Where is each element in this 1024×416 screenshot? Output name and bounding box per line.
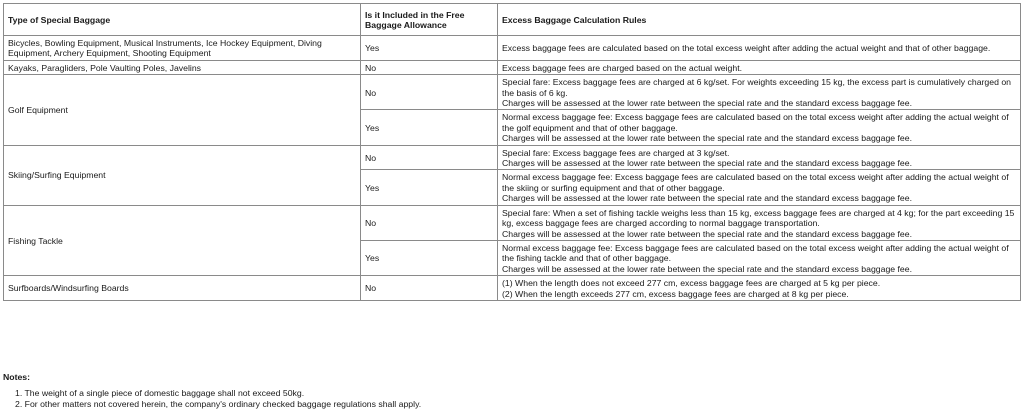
rule-line: Charges will be assessed at the lower rate between the special rate and the standard excess baggage fee. bbox=[502, 263, 913, 274]
baggage-type-cell: Golf Equipment bbox=[4, 75, 361, 145]
baggage-type-cell: Surfboards/Windsurfing Boards bbox=[4, 276, 361, 301]
table-row bbox=[4, 276, 1021, 301]
included-cell: Yes bbox=[361, 170, 498, 205]
included-cell: Yes bbox=[361, 110, 498, 145]
rules-cell bbox=[498, 145, 1021, 170]
notes-list bbox=[3, 388, 1020, 409]
baggage-type-cell: Skiing/Surfing Equipment bbox=[4, 145, 361, 205]
rule-line: Charges will be assessed at the lower rate between the special rate and the standard excess baggage fee. bbox=[502, 228, 913, 239]
rules-cell bbox=[498, 205, 1021, 240]
table-body bbox=[4, 36, 1021, 301]
notes-title: Notes: bbox=[3, 372, 31, 382]
rule-line: Special fare: Excess baggage fees are charged at 3 kg/set. bbox=[502, 147, 730, 158]
rule-line: Charges will be assessed at the lower rate between the special rate and the standard excess baggage fee. bbox=[502, 193, 913, 204]
note-item: 1. The weight of a single piece of domestic baggage shall not exceed 50kg. bbox=[15, 388, 305, 399]
included-cell: Yes bbox=[361, 36, 498, 61]
rule-line: (1) When the length does not exceed 277 cm, excess baggage fees are charged at 5 kg per piece. bbox=[502, 278, 881, 289]
rule-line: Normal excess baggage fee: Excess baggage fees are calculated based on the total excess weight after adding the actual weight of the fishing tackle and that of other baggage. bbox=[502, 242, 1009, 264]
rule-line: Excess baggage fees are charged based on the actual weight. bbox=[502, 62, 743, 73]
included-cell: No bbox=[361, 205, 498, 240]
table-row bbox=[4, 36, 1021, 61]
notes-section bbox=[3, 372, 1020, 409]
table-row bbox=[4, 75, 1021, 110]
included-cell: Yes bbox=[361, 240, 498, 275]
rules-cell bbox=[498, 75, 1021, 110]
note-item: 2. For other matters not covered herein, the company's ordinary checked baggage regulations shall apply. bbox=[15, 398, 422, 409]
rule-line: Charges will be assessed at the lower rate between the special rate and the standard excess baggage fee. bbox=[502, 133, 913, 144]
header-type: Type of Special Baggage bbox=[4, 4, 361, 36]
header-included: Is it Included in the Free Baggage Allowance bbox=[361, 4, 498, 36]
rules-cell bbox=[498, 36, 1021, 61]
rules-cell bbox=[498, 276, 1021, 301]
rule-line: Normal excess baggage fee: Excess baggage fees are calculated based on the total excess weight after adding the actual weight of the golf equipment and that of other baggage. bbox=[502, 112, 1009, 133]
rule-line: Excess baggage fees are calculated based on the total excess weight after adding the actual weight and that of other baggage. bbox=[502, 43, 991, 54]
rule-line: Normal excess baggage fee: Excess baggage fees are calculated based on the total excess weight after adding the actual weight of the skiing or surfing equipment and that of other baggage. bbox=[502, 172, 1009, 193]
rules-cell bbox=[498, 240, 1021, 275]
special-baggage-table bbox=[3, 3, 1021, 301]
rule-line: Charges will be assessed at the lower rate between the special rate and the standard excess baggage fee. bbox=[502, 158, 913, 169]
rule-line: Special fare: When a set of fishing tackle weighs less than 15 kg, excess baggage fees are charged at 4 kg; for the part exceeding 15 kg, excess baggage fees are charged according to normal baggage transportation. bbox=[502, 207, 1015, 229]
baggage-type-cell: Fishing Tackle bbox=[4, 205, 361, 275]
rules-cell bbox=[498, 110, 1021, 145]
baggage-type-cell: Bicycles, Bowling Equipment, Musical Instruments, Ice Hockey Equipment, Diving Equipment, Archery Equipment, Shooting Equipment bbox=[4, 36, 361, 61]
included-cell: No bbox=[361, 276, 498, 301]
included-cell: No bbox=[361, 60, 498, 74]
table-header-row bbox=[4, 4, 1021, 36]
table-row bbox=[4, 205, 1021, 240]
rules-cell bbox=[498, 170, 1021, 205]
rule-line: Special fare: Excess baggage fees are charged at 6 kg/set. For weights exceeding 15 kg, the excess part is cumulatively charged on the basis of 6 kg. bbox=[502, 77, 1011, 98]
included-cell: No bbox=[361, 75, 498, 110]
rules-cell bbox=[498, 60, 1021, 74]
baggage-type-cell: Kayaks, Paragliders, Pole Vaulting Poles, Javelins bbox=[4, 60, 361, 74]
rule-line: Charges will be assessed at the lower rate between the special rate and the standard excess baggage fee. bbox=[502, 98, 913, 109]
header-rules: Excess Baggage Calculation Rules bbox=[498, 4, 1021, 36]
rule-line: (2) When the length exceeds 277 cm, excess baggage fees are charged at 8 kg per piece. bbox=[502, 288, 849, 299]
included-cell: No bbox=[361, 145, 498, 170]
table-row bbox=[4, 60, 1021, 74]
table-row bbox=[4, 145, 1021, 170]
